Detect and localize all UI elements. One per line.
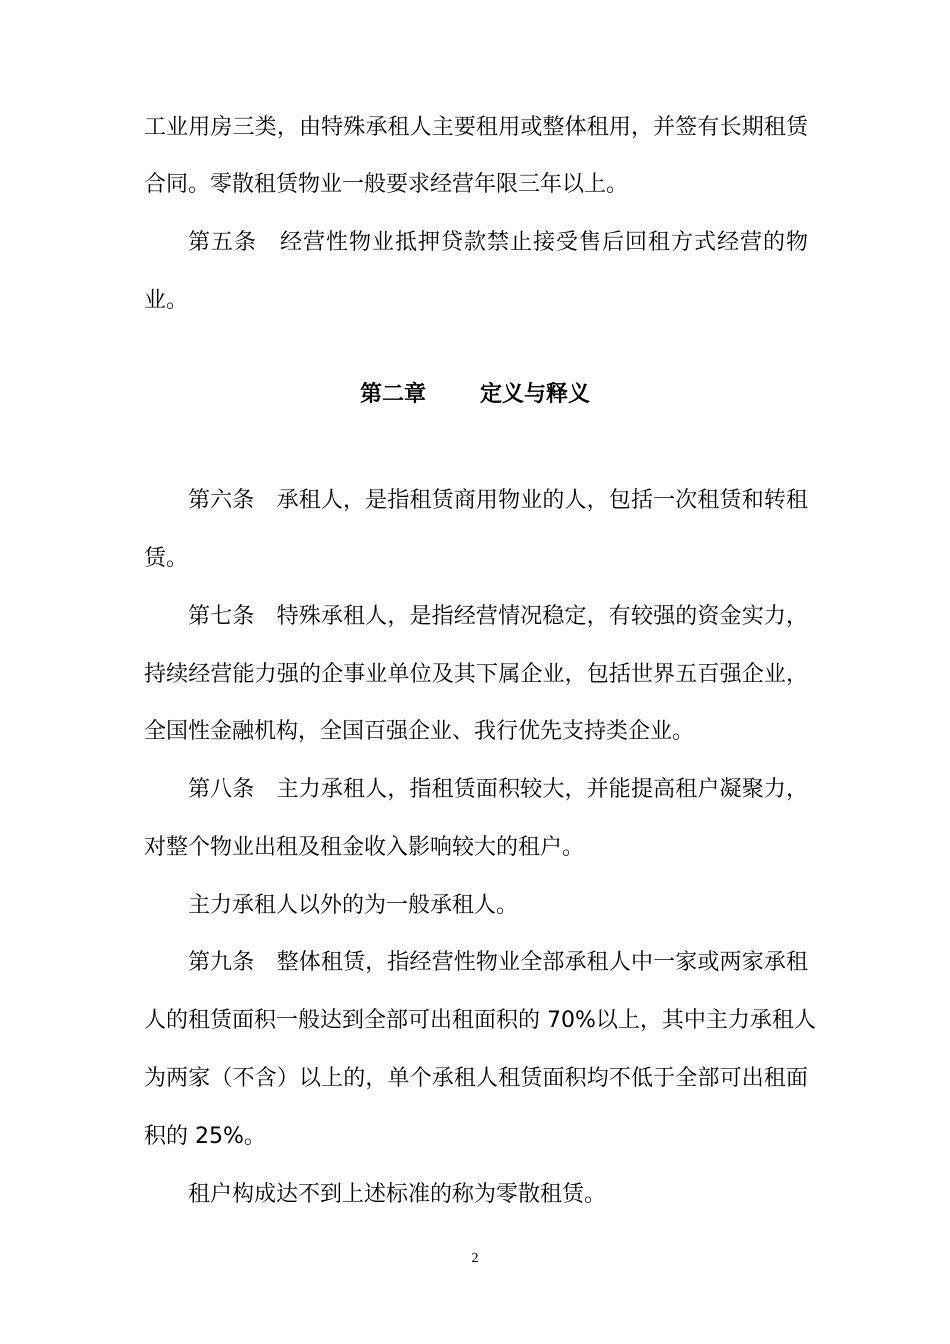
article-8-line: 第八条 主力承租人，指租赁面积较大，并能提高租户凝聚力，	[188, 777, 808, 802]
body-text-line: 工业用房三类，由特殊承租人主要租用或整体租用，并签有长期租赁	[144, 115, 808, 140]
chapter-title: 定义与释义	[480, 382, 591, 407]
body-text-line: 主力承租人以外的为一般承租人。	[188, 893, 519, 918]
article-7-line: 全国性金融机构，全国百强企业、我行优先支持类企业。	[144, 719, 695, 744]
article-9-line: 第九条 整体租赁，指经营性物业全部承租人中一家或两家承租	[188, 950, 808, 975]
article-8-line: 对整个物业出租及租金收入影响较大的租户。	[144, 835, 585, 860]
article-6-line: 第六条 承租人，是指租赁商用物业的人，包括一次租赁和转租	[188, 488, 808, 513]
article-9-line: 人的租赁面积一般达到全部可出租面积的 70%以上，其中主力承租人	[144, 1008, 816, 1033]
article-6-line: 赁。	[144, 546, 189, 571]
article-7-line: 持续经营能力强的企事业单位及其下属企业，包括世界五百强企业，	[144, 662, 808, 687]
article-5-line: 第五条 经营性物业抵押贷款禁止接受售后回租方式经营的物	[188, 230, 808, 255]
body-text-line: 合同。零散租赁物业一般要求经营年限三年以上。	[144, 172, 629, 197]
article-9-line: 为两家（不含）以上的，单个承租人租赁面积均不低于全部可出租面	[144, 1066, 808, 1091]
article-5-line: 业。	[144, 288, 189, 313]
page-number: 2	[471, 1251, 479, 1266]
chapter-number: 第二章	[359, 382, 426, 407]
article-7-line: 第七条 特殊承租人，是指经营情况稳定，有较强的资金实力，	[188, 604, 808, 629]
article-9-line: 积的 25%。	[144, 1124, 266, 1149]
chapter-heading	[0, 380, 950, 410]
body-text-line: 租户构成达不到上述标准的称为零散租赁。	[188, 1182, 607, 1207]
